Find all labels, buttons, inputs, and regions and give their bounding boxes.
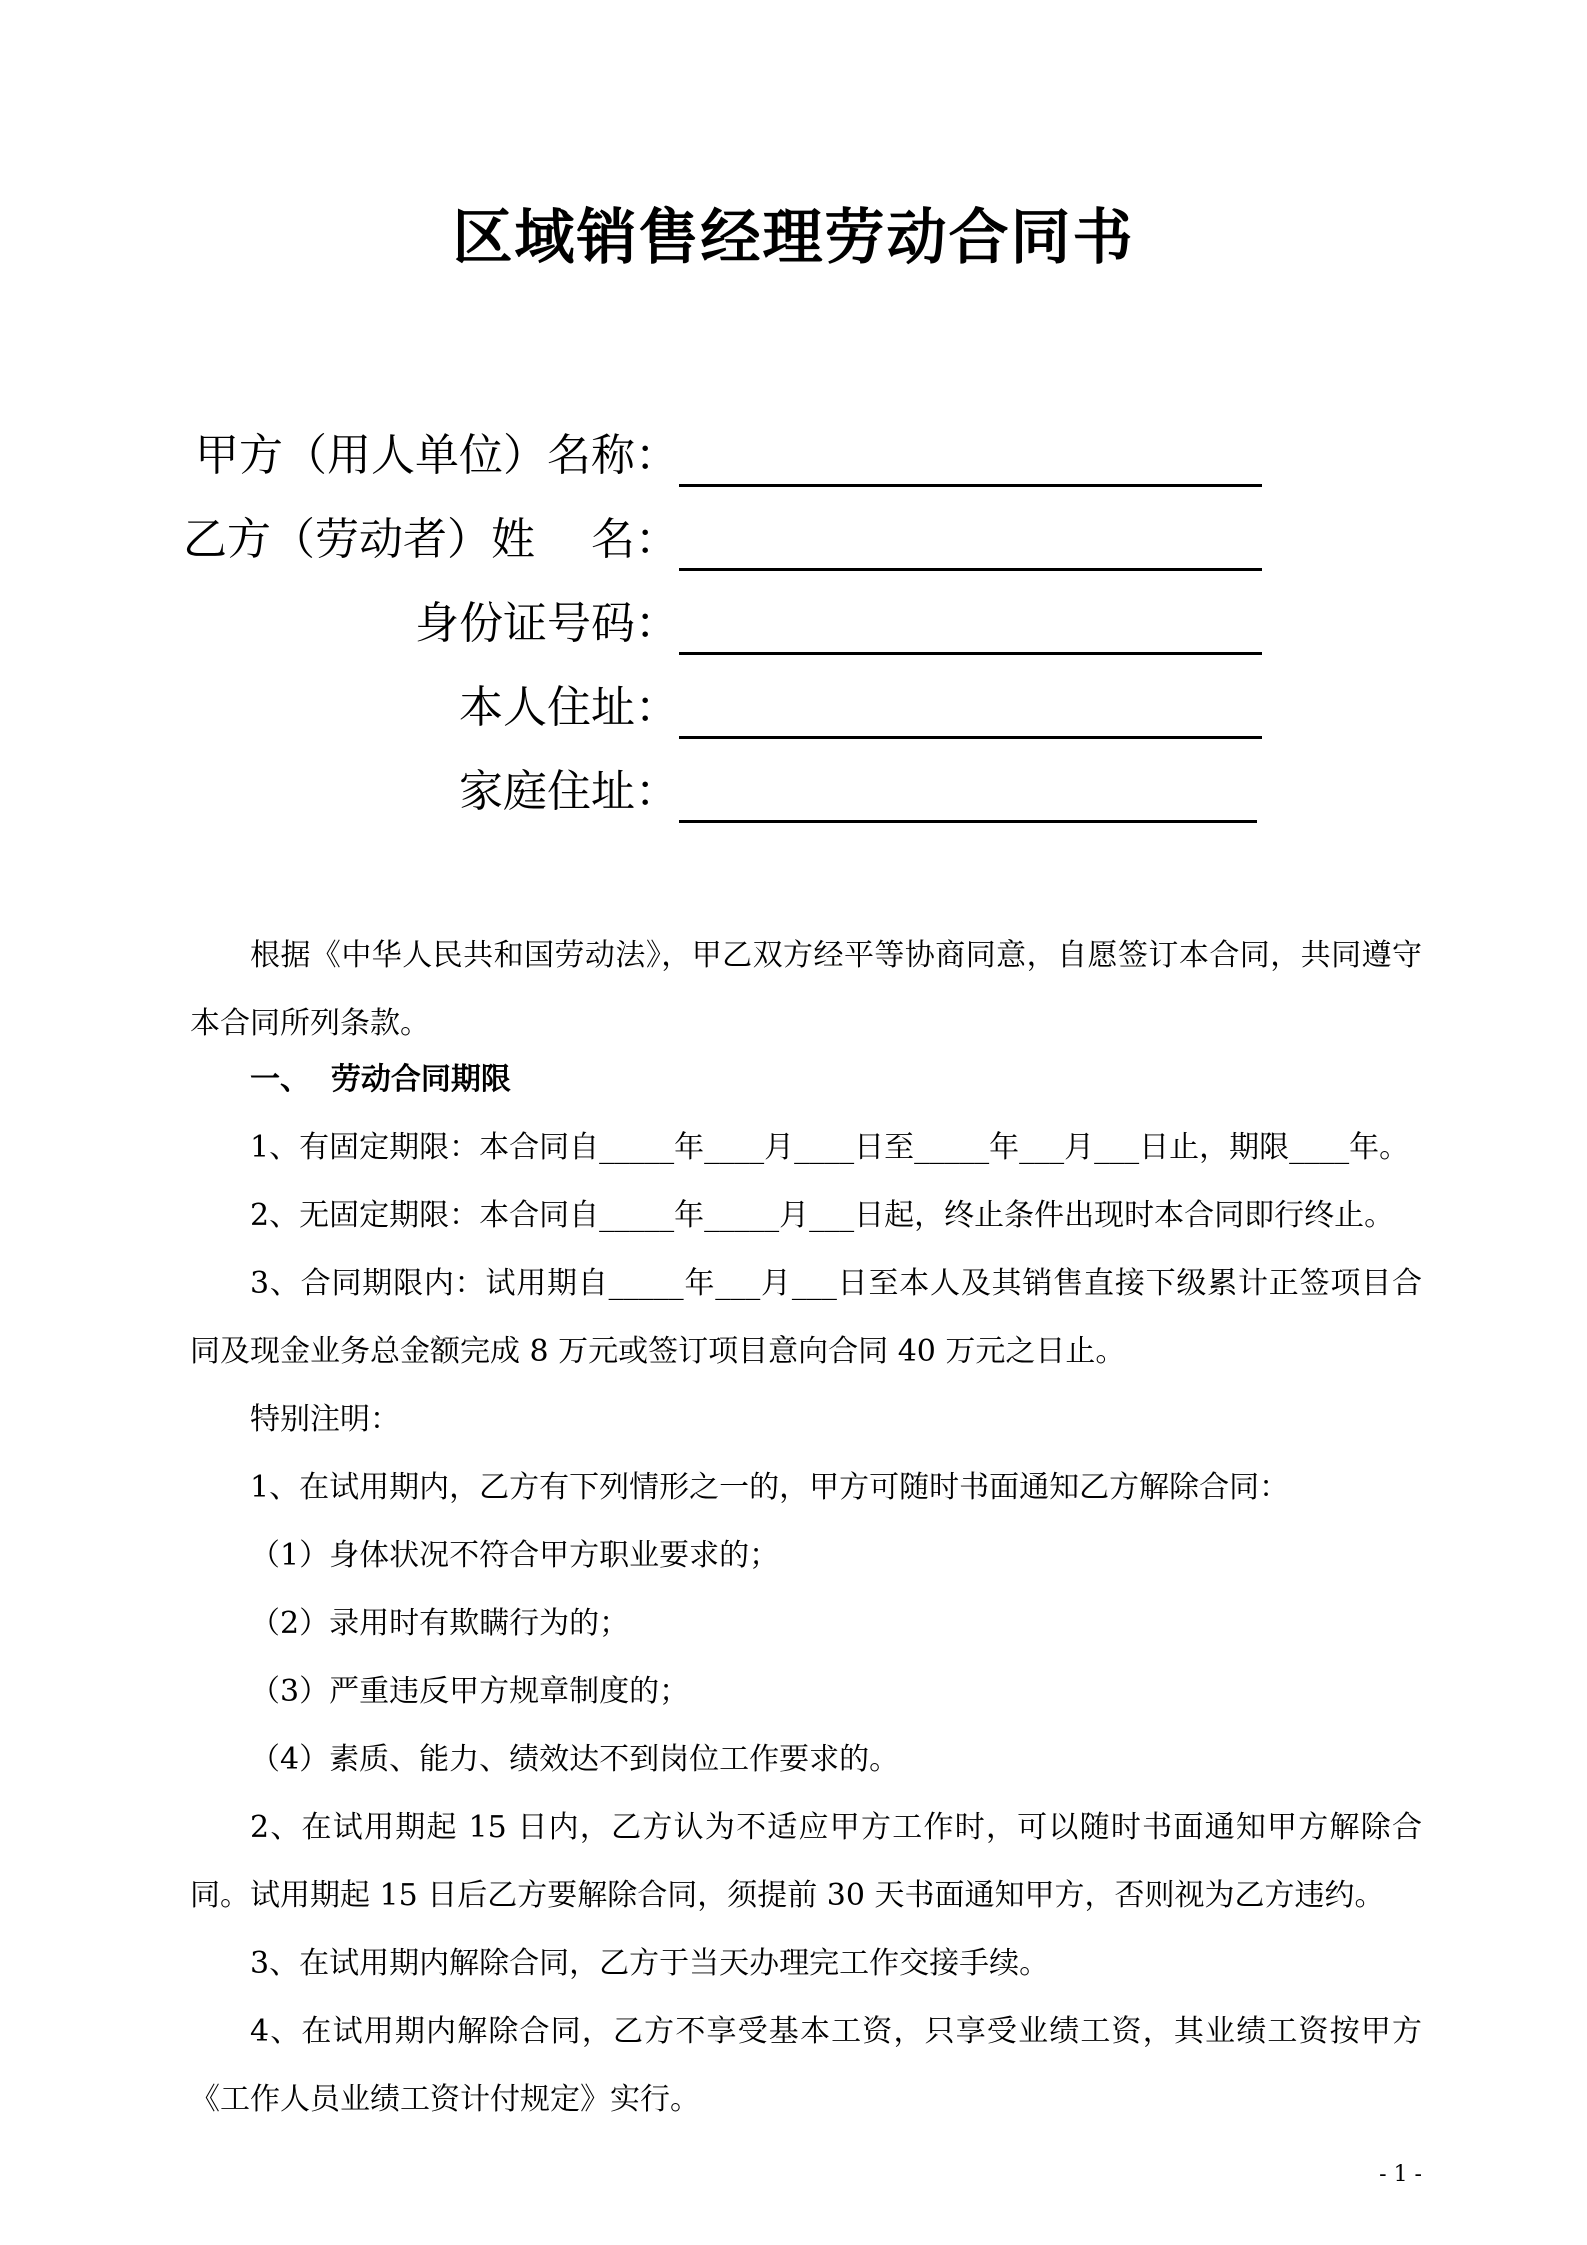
- special-note-2: 2、在试用期起 15 日内，乙方认为不适应甲方工作时，可以随时书面通知甲方解除合同。试用期起 15 日后乙方要解除合同，须提前 30 天书面通知甲方，否则视为乙方违约。: [190, 1810, 1422, 1913]
- special-note-3: 3、在试用期内解除合同，乙方于当天办理完工作交接手续。: [250, 1946, 1050, 1981]
- case-item: （3）严重违反甲方规章制度的；: [250, 1674, 690, 1709]
- home-address-blank[interactable]: [679, 820, 1257, 823]
- id-number-field: [0, 592, 1587, 656]
- personal-address-blank[interactable]: [679, 736, 1262, 739]
- intro-paragraph: 根据《中华人民共和国劳动法》，甲乙双方经平等协商同意，自愿签订本合同，共同遵守本合同所列条款。: [190, 938, 1422, 1041]
- case-item: （2）录用时有欺瞒行为的；: [250, 1606, 630, 1641]
- page-number: - 1 -: [1379, 2162, 1422, 2187]
- document-title: 区域销售经理劳动合同书: [452, 203, 1135, 273]
- section-1-heading: 一、 劳动合同期限: [250, 1062, 511, 1097]
- party-b-name-label: 乙方（劳动者）姓 名：: [183, 514, 679, 565]
- home-address-label: 家庭住址：: [459, 766, 679, 817]
- special-note-4: 4、在试用期内解除合同，乙方不享受基本工资，只享受业绩工资，其业绩工资按甲方《工作人员业绩工资计付规定》实行。: [190, 2014, 1422, 2117]
- party-b-name-field: [0, 508, 1587, 572]
- home-address-field: [0, 760, 1587, 824]
- term-open-ended: 2、无固定期限：本合同自_____年_____月___日起，终止条件出现时本合同即行终止。: [250, 1198, 1395, 1233]
- term-fixed: 1、有固定期限：本合同自_____年____月____日至_____年___月___日止，期限____年。: [250, 1130, 1410, 1165]
- case-item: （4）素质、能力、绩效达不到岗位工作要求的。: [250, 1742, 900, 1777]
- party-a-name-field: [0, 424, 1587, 488]
- party-b-name-blank[interactable]: [679, 568, 1262, 571]
- personal-address-field: [0, 676, 1587, 740]
- special-notes-heading: 特别注明：: [250, 1402, 400, 1437]
- party-a-name-label: 甲方（用人单位）名称：: [195, 430, 679, 481]
- case-item: （1）身体状况不符合甲方职业要求的；: [250, 1538, 780, 1573]
- id-number-label: 身份证号码：: [415, 598, 679, 649]
- term-probation: 3、合同期限内：试用期自_____年___月___日至本人及其销售直接下级累计正签项目合同及现金业务总金额完成 8 万元或签订项目意向合同 40 万元之日止。: [190, 1266, 1422, 1369]
- special-note-1: 1、在试用期内，乙方有下列情形之一的，甲方可随时书面通知乙方解除合同：: [250, 1470, 1290, 1505]
- party-a-name-blank[interactable]: [679, 484, 1262, 487]
- id-number-blank[interactable]: [679, 652, 1262, 655]
- personal-address-label: 本人住址：: [459, 682, 679, 733]
